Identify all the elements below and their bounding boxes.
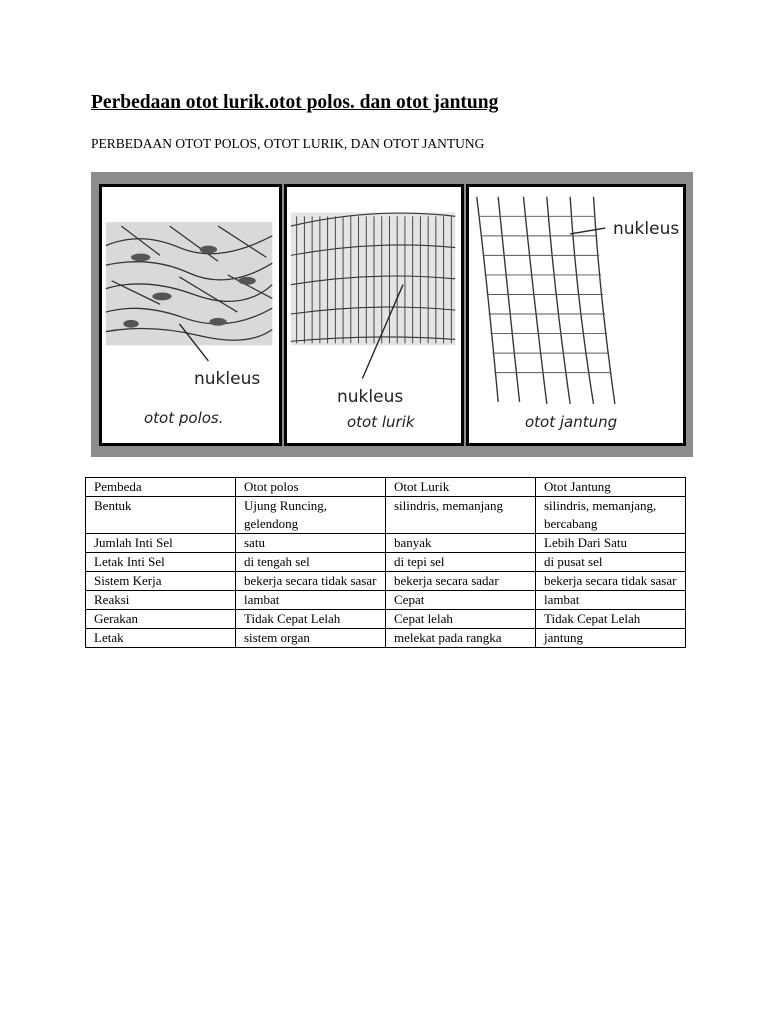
table-cell: lambat: [236, 591, 386, 610]
table-cell: Cepat: [386, 591, 536, 610]
comparison-table: [85, 477, 686, 648]
table-cell: bekerja secara tidak sasar: [236, 572, 386, 591]
caption-striated: otot lurik: [347, 413, 415, 431]
header-cell-otot-jantung: Otot Jantung: [536, 478, 686, 497]
smooth-muscle-drawing: [102, 187, 279, 443]
nucleus-label-striated: nukleus: [337, 387, 404, 407]
table-cell: sistem organ: [236, 629, 386, 648]
document-subtitle: PERBEDAAN OTOT POLOS, OTOT LURIK, DAN OTOT JANTUNG: [91, 136, 485, 151]
row-label: Gerakan: [86, 610, 236, 629]
caption-smooth: otot polos.: [144, 409, 224, 427]
table-row: [86, 572, 686, 591]
table-cell: Lebih Dari Satu: [536, 534, 686, 553]
table-header-row: [86, 478, 686, 497]
table-cell: di tepi sel: [386, 553, 536, 572]
nucleus-label-smooth: nukleus: [194, 369, 261, 389]
table-cell: satu: [236, 534, 386, 553]
table-cell: Tidak Cepat Lelah: [536, 610, 686, 629]
table-cell: silindris, memanjang, bercabang: [536, 497, 686, 534]
table-cell: di pusat sel: [536, 553, 686, 572]
table-cell: Cepat lelah: [386, 610, 536, 629]
table-cell: bekerja secara sadar: [386, 572, 536, 591]
nucleus-label-cardiac: nukleus: [613, 219, 680, 239]
header-cell-otot-polos: Otot polos: [236, 478, 386, 497]
header-cell-pembeda: Pembeda: [86, 478, 236, 497]
row-label: Jumlah Inti Sel: [86, 534, 236, 553]
table-row: [86, 497, 686, 534]
table-cell: bekerja secara tidak sasar: [536, 572, 686, 591]
table-cell: Ujung Runcing, gelendong: [236, 497, 386, 534]
row-label: Reaksi: [86, 591, 236, 610]
row-label: Letak: [86, 629, 236, 648]
table-cell: lambat: [536, 591, 686, 610]
panel-striated-muscle: [284, 184, 464, 446]
row-label: Sistem Kerja: [86, 572, 236, 591]
row-label: Letak Inti Sel: [86, 553, 236, 572]
table-row: [86, 534, 686, 553]
table-cell: melekat pada rangka: [386, 629, 536, 648]
table-row: [86, 591, 686, 610]
table-cell: jantung: [536, 629, 686, 648]
caption-cardiac: otot jantung: [525, 413, 618, 431]
panel-smooth-muscle: [99, 184, 282, 446]
table-cell: Tidak Cepat Lelah: [236, 610, 386, 629]
panel-cardiac-muscle: [466, 184, 686, 446]
table-cell: silindris, memanjang: [386, 497, 536, 534]
header-cell-otot-lurik: Otot Lurik: [386, 478, 536, 497]
table-cell: di tengah sel: [236, 553, 386, 572]
document-title: Perbedaan otot lurik.otot polos. dan otot jantung: [91, 92, 499, 113]
muscle-figure: [91, 172, 693, 457]
table-cell: banyak: [386, 534, 536, 553]
table-row: [86, 610, 686, 629]
row-label: Bentuk: [86, 497, 236, 534]
table-row: [86, 629, 686, 648]
table-row: [86, 553, 686, 572]
